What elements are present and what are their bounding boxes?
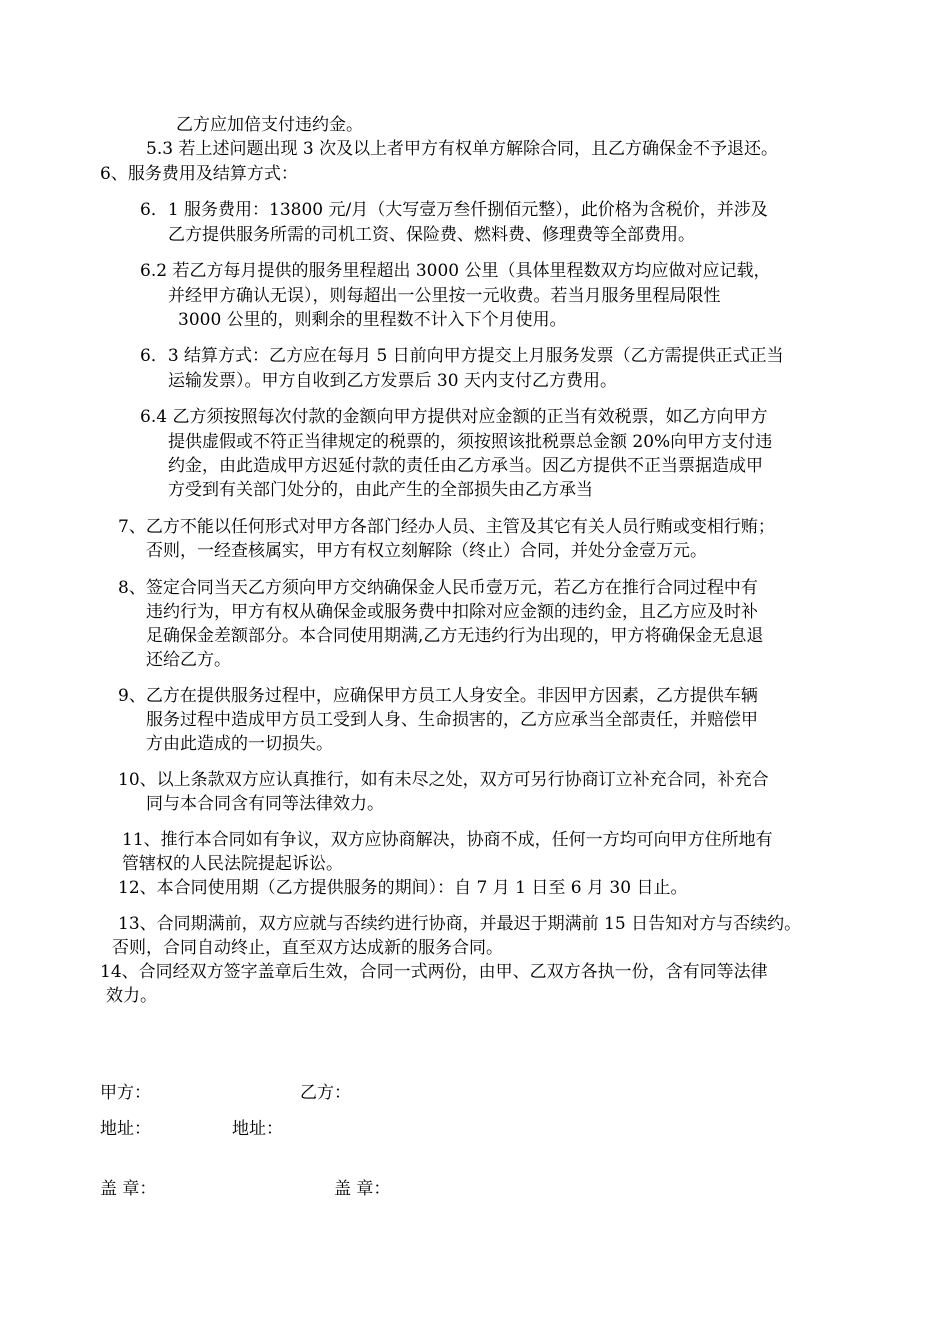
clause-14-line: 14、合同经双方签字盖章后生效，合同一式两份，由甲、乙双方各执一份，含有同等法律 [100, 962, 768, 982]
clause-13-line: 13、合同期满前，双方应就与否续约进行协商，并最迟于期满前 15 日告知对方与否续约。 [118, 914, 802, 934]
clause-5-3: 5.3 若上述问题出现 3 次及以上者甲方有权单方解除合同，且乙方确保金不予退还。 [146, 139, 779, 159]
clause-7-line: 否则，一经查核属实，甲方有权立刻解除（终止）合同，并处分金壹万元。 [146, 541, 707, 561]
clause-6-1-line: 6．1 服务费用：13800 元/月（大写壹万叁仟捌佰元整），此价格为含税价，并涉及 [140, 200, 768, 220]
clause-9-line: 9、乙方在提供服务过程中，应确保甲方员工人身安全。非因甲方因素，乙方提供车辆 [118, 686, 758, 706]
clause-6-heading: 6、服务费用及结算方式： [100, 164, 298, 184]
clause-6-3-line: 6．3 结算方式：乙方应在每月 5 日前向甲方提交上月服务发票（乙方需提供正式正当 [140, 346, 784, 366]
clause-8-line: 违约行为，甲方有权从确保金或服务费中扣除对应金额的违约金，且乙方应及时补 [146, 602, 758, 622]
clause-10-line: 10、以上条款双方应认真推行，如有未尽之处，双方可另行协商订立补充合同，补充合 [118, 770, 769, 790]
clause-8-line: 还给乙方。 [146, 650, 231, 670]
clause-9-line: 服务过程中造成甲方员工受到人身、生命损害的，乙方应承当全部责任，并赔偿甲 [146, 710, 758, 730]
clause-6-3-line: 运输发票）。甲方自收到乙方发票后 30 天内支付乙方费用。 [168, 371, 617, 391]
clause-6-2-line: 3000 公里的，则剩余的里程数不计入下个月使用。 [178, 310, 567, 330]
clause-8-line: 足确保金差额部分。本合同使用期满,乙方无违约行为出现的，甲方将确保金无息退 [146, 626, 764, 646]
address-a-label: 地址： [100, 1119, 151, 1139]
clause-14-line: 效力。 [106, 986, 157, 1006]
party-a-label: 甲方： [100, 1083, 151, 1103]
clause-6-2-line: 并经甲方确认无误），则每超出一公里按一元收费。若当月服务里程局限性 [168, 286, 721, 306]
clause-13-line: 否则，合同自动终止，直至双方达成新的服务合同。 [112, 938, 503, 958]
clause-12: 12、本合同使用期（乙方提供服务的期间）：自 7 月 1 日至 6 月 30 日止。 [118, 878, 688, 898]
clause-7-line: 7、乙方不能以任何形式对甲方各部门经办人员、主管及其它有关人员行贿或变相行贿； [118, 517, 775, 537]
clause-6-4-line: 提供虚假或不符正当律规定的税票的，须按照该批税票总金额 20%向甲方支付违 [168, 432, 773, 452]
clause-6-1-line: 乙方提供服务所需的司机工资、保险费、燃料费、修理费等全部费用。 [168, 225, 695, 245]
seal-a-label: 盖 章： [100, 1179, 157, 1199]
clause-6-4-line: 方受到有关部门处分的，由此产生的全部损失由乙方承当 [168, 480, 593, 500]
clause-8-line: 8、签定合同当天乙方须向甲方交纳确保金人民币壹万元，若乙方在推行合同过程中有 [118, 578, 758, 598]
clause-11-line: 11、推行本合同如有争议，双方应协商解决，协商不成，任何一方均可向甲方住所地有 [122, 830, 773, 850]
clause-6-2-line: 6.2 若乙方每月提供的服务里程超出 3000 公里（具体里程数双方均应做对应记载， [140, 261, 771, 281]
clause-6-4-line: 6.4 乙方须按照每次付款的金额向甲方提供对应金额的正当有效税票，如乙方向甲方 [140, 407, 768, 427]
clause-10-line: 同与本合同含有同等法律效力。 [146, 794, 384, 814]
clause-9-line: 方由此造成的一切损失。 [146, 734, 333, 754]
clause-11-line: 管辖权的人民法院提起诉讼。 [122, 854, 343, 874]
clause-6-4-line: 约金，由此造成甲方迟延付款的责任由乙方承当。因乙方提供不正当票据造成甲 [168, 456, 763, 476]
seal-b-label: 盖 章： [334, 1179, 391, 1199]
party-b-label: 乙方： [300, 1083, 351, 1103]
address-b-label: 地址： [232, 1119, 283, 1139]
clause-5-line-a: 乙方应加倍支付违约金。 [176, 115, 363, 135]
